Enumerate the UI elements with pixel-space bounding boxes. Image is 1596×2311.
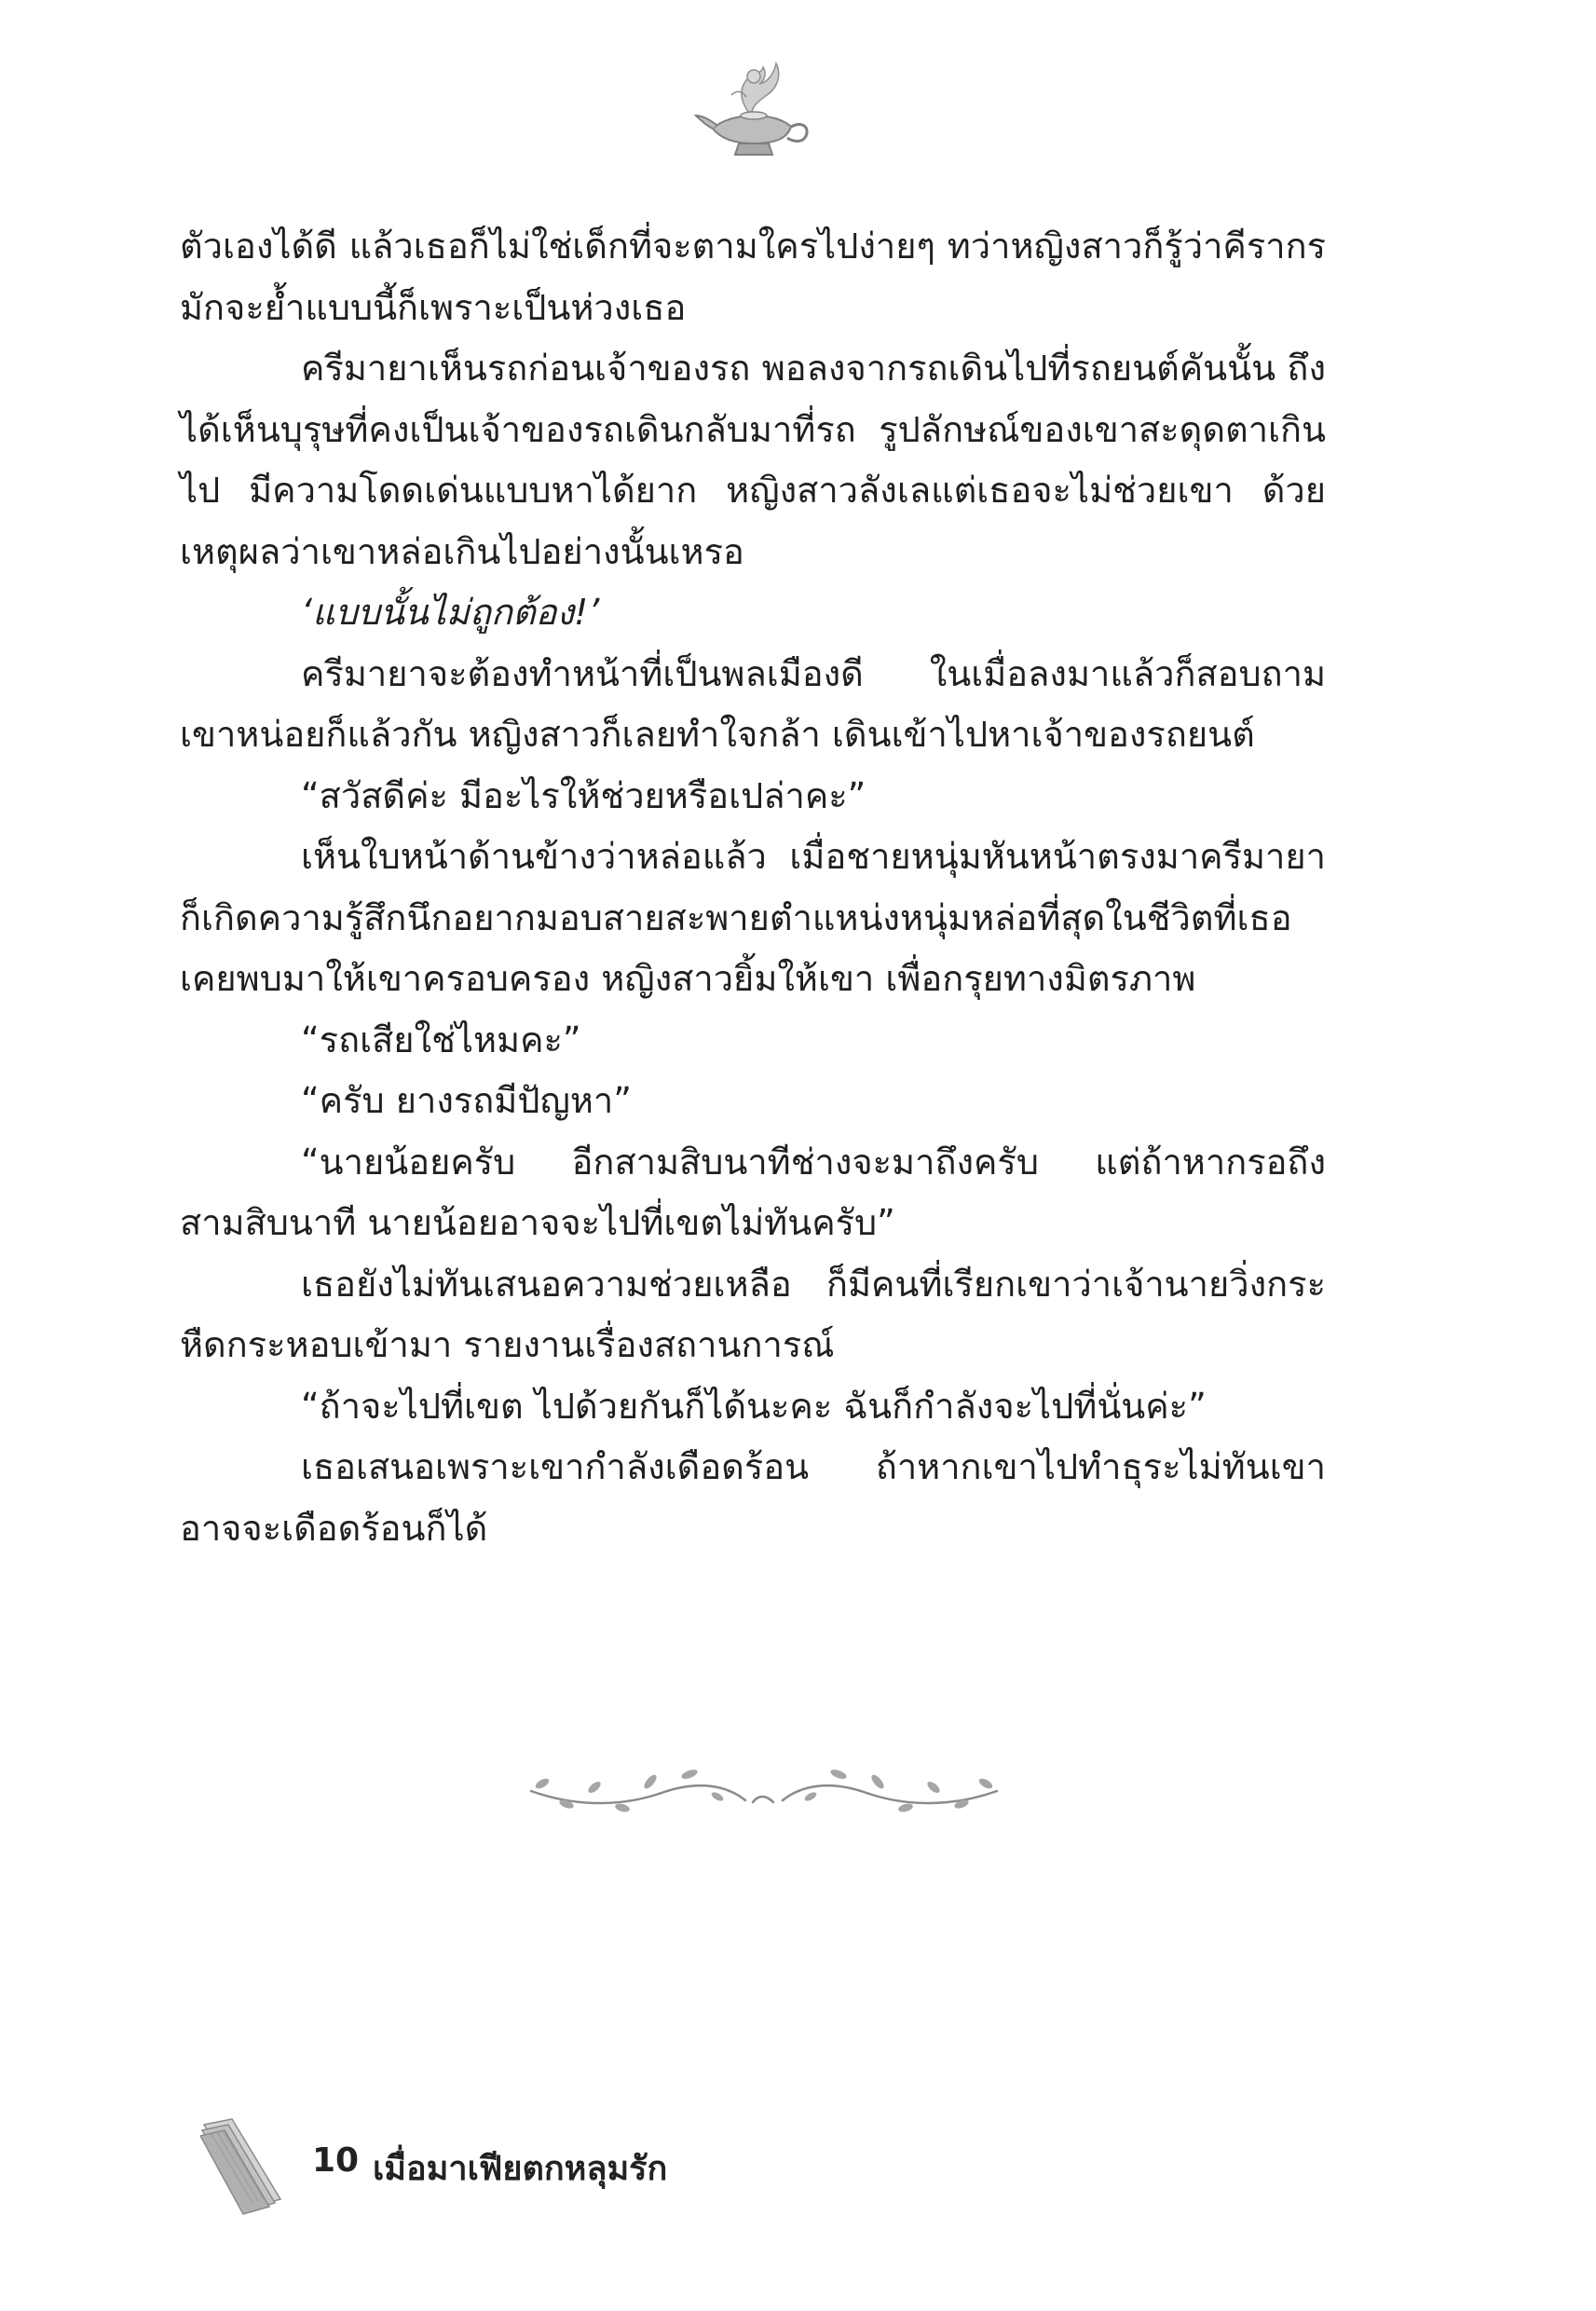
body-text bbox=[180, 216, 1326, 1559]
paragraph: เธอเสนอเพราะเขากำลังเดือดร้อน ถ้าหากเขาไปทำธุระไม่ทันเขาอาจจะเดือดร้อนก็ได้ bbox=[180, 1446, 1326, 1549]
dialogue-line: “ถ้าจะไปที่เขต ไปด้วยกันก็ได้นะคะ ฉันก็กำลังจะไปที่นั่นค่ะ” bbox=[301, 1385, 1207, 1427]
paragraph: ครีมายาจะต้องทำหน้าที่เป็นพลเมืองดี ในเมื่อลงมาแล้วก็สอบถามเขาหน่อยก็แล้วกัน หญิงสาวก็เลยทำใจกล้า เดินเข้าไปหาเจ้าของรถยนต์ bbox=[180, 652, 1326, 755]
dialogue-line: “นายน้อยครับ อีกสามสิบนาทีช่างจะมาถึงครับ แต่ถ้าหากรอถึงสามสิบนาที นายน้อยอาจจะไปที่เขตไม่ทันครับ” bbox=[180, 1141, 1326, 1243]
paragraph: ครีมายาเห็นรถก่อนเจ้าของรถ พอลงจากรถเดินไปที่รถยนต์คันนั้น ถึงได้เห็นบุรุษที่คงเป็นเจ้าของรถเดินกลับมาที่รถ รูปลักษณ์ของเขาสะดุดตาเกินไป มีความโดดเด่นแบบหาได้ยาก หญิงสาวลังเลแต่เธอจะไม่ช่วยเขา ด้วยเหตุผลว่าเขาหล่อเกินไปอย่างนั้นเหรอ bbox=[180, 348, 1326, 572]
paragraph-inner-thought: ‘แบบนั้นไม่ถูกต้อง!’ bbox=[301, 592, 600, 633]
book-title: เมื่อมาเฟียตกหลุมรัก bbox=[373, 2150, 668, 2188]
book-pages-icon bbox=[200, 2113, 284, 2216]
paragraph: เห็นใบหน้าด้านข้างว่าหล่อแล้ว เมื่อชายหนุ่มหันหน้าตรงมาครีมายาก็เกิดความรู้สึกนึกอยากมอบสายสะพายตำแหน่งหนุ่มหล่อที่สุดในชีวิตที่เธอเคยพบมาให้เขาครอบครอง หญิงสาวยิ้มให้เขา เพื่อกรุยทางมิตรภาพ bbox=[180, 836, 1326, 999]
dialogue-line: “ครับ ยางรถมีปัญหา” bbox=[301, 1080, 632, 1121]
paragraph: เธอยังไม่ทันเสนอความช่วยเหลือ ก็มีคนที่เรียกเขาว่าเจ้านายวิ่งกระหืดกระหอบเข้ามา รายงานเรื่องสถานการณ์ bbox=[180, 1263, 1326, 1365]
genie-lamp-icon bbox=[694, 54, 815, 166]
paragraph: ตัวเองได้ดี แล้วเธอก็ไม่ใช่เด็กที่จะตามใครไปง่ายๆ ทว่าหญิงสาวก็รู้ว่าคีรากรมักจะย้ำแบบนี้ก็เพราะเป็นห่วงเธอ bbox=[180, 226, 1326, 328]
dialogue-line: “สวัสดีค่ะ มีอะไรให้ช่วยหรือเปล่าคะ” bbox=[301, 774, 866, 816]
page-number: 10 bbox=[312, 2141, 360, 2180]
dialogue-line: “รถเสียใช่ไหมคะ” bbox=[301, 1019, 581, 1060]
page-footer bbox=[200, 2113, 853, 2216]
vine-divider-icon bbox=[522, 1759, 1006, 1825]
